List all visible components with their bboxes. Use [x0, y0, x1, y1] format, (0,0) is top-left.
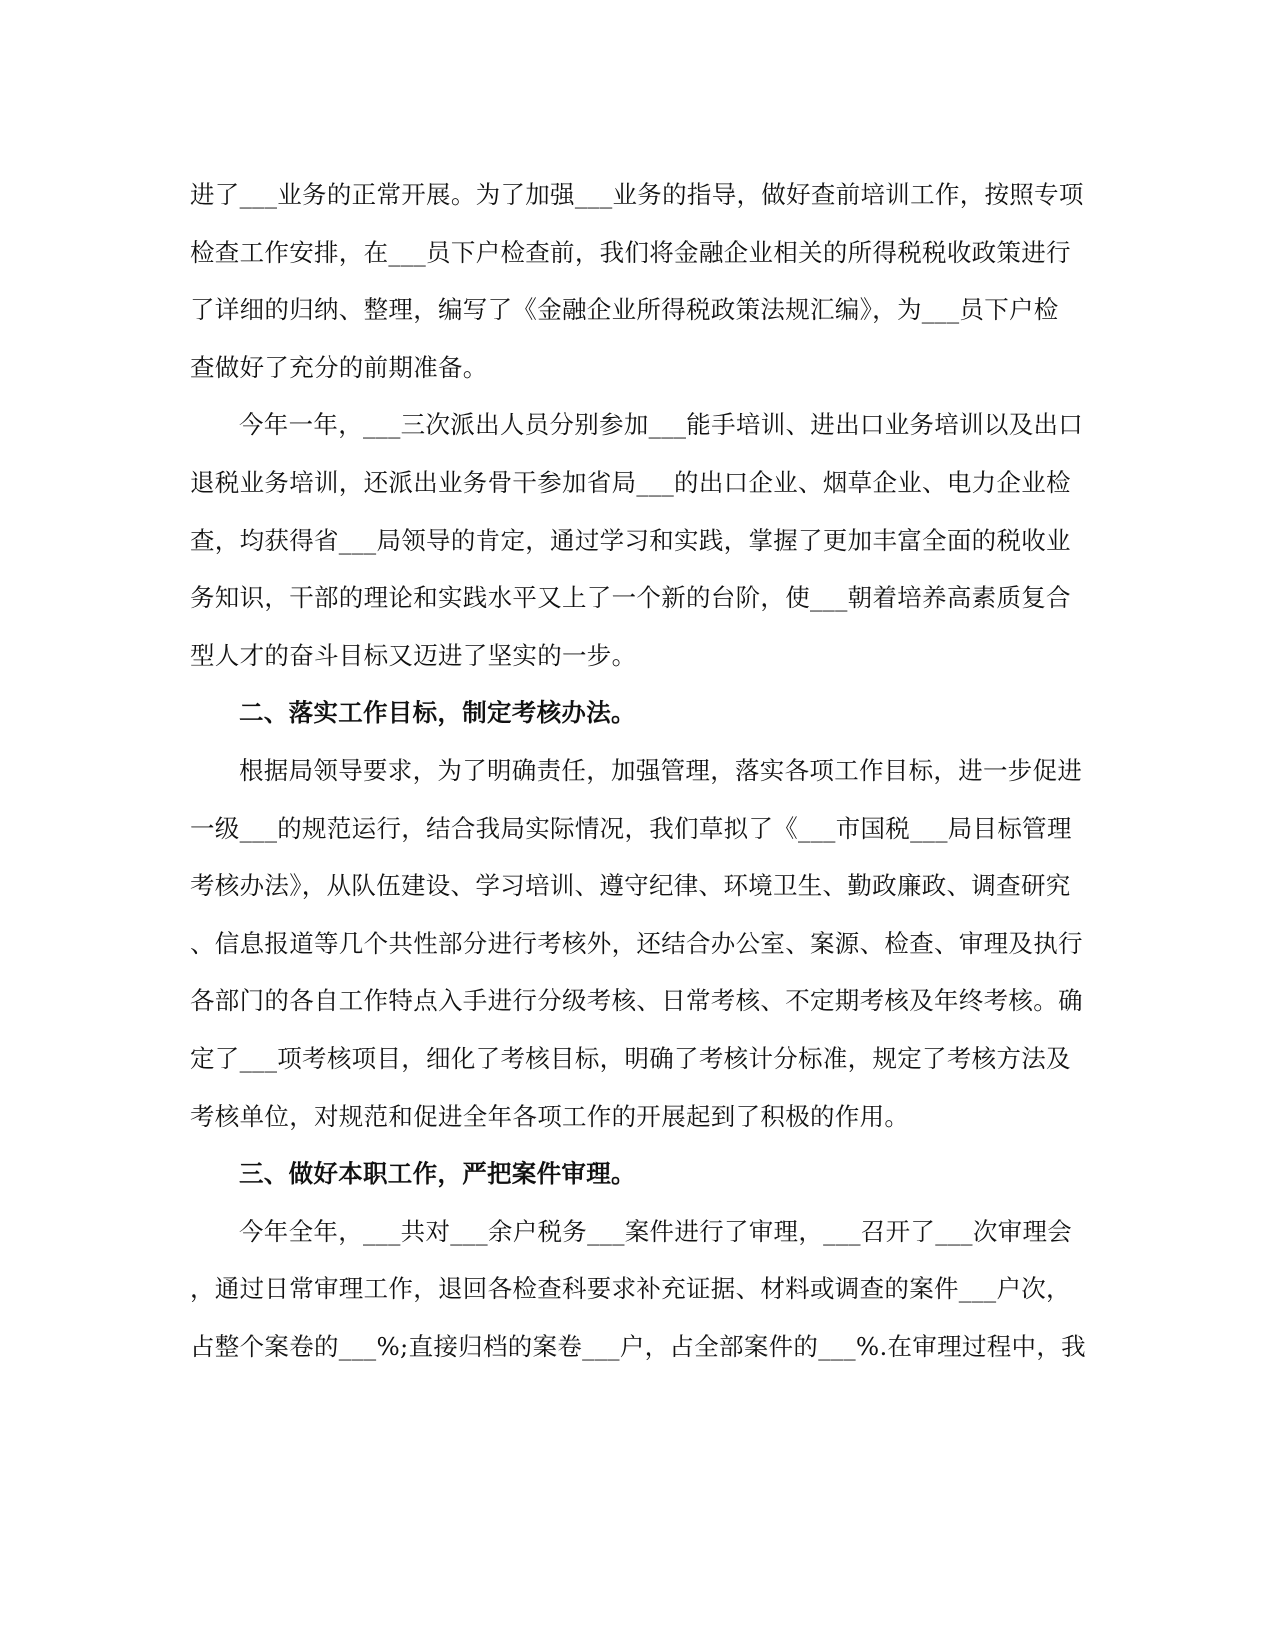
text-line: 定了___项考核项目，细化了考核目标，明确了考核计分标准，规定了考核方法及	[190, 1043, 1071, 1073]
text-line: 考核办法》，从队伍建设、学习培训、遵守纪律、环境卫生、勤政廉政、调查研究	[190, 871, 1071, 901]
document-body	[190, 166, 1088, 1375]
text-line: 型人才的奋斗目标又迈进了坚实的一步。	[190, 640, 637, 670]
text-line: ，通过日常审理工作，退回各检查科要求补充证据、材料或调查的案件___户次，	[190, 1274, 1071, 1304]
text-line: 各部门的各自工作特点入手进行分级考核、日常考核、不定期考核及年终考核。确	[190, 986, 1083, 1016]
text-line: 一级___的规范运行，结合我局实际情况，我们草拟了《___市国税___局目标管理	[190, 813, 1072, 843]
text-line: 今年一年，___三次派出人员分别参加___能手培训、进出口业务培训以及出口	[239, 410, 1084, 440]
text-line: 占整个案卷的___%;直接归档的案卷___户，占全部案件的___%.在审理过程中，我	[190, 1331, 1086, 1361]
text-line: 今年全年，___共对___余户税务___案件进行了审理，___召开了___次审理会	[239, 1216, 1073, 1246]
section-heading-2	[190, 684, 1088, 742]
text-line: 根据局领导要求，为了明确责任，加强管理，落实各项工作目标，进一步促进	[239, 755, 1083, 785]
text-line: 考核单位，对规范和促进全年各项工作的开展起到了积极的作用。	[190, 1101, 910, 1131]
paragraph-annual-training	[190, 396, 1088, 684]
text-line: 退税业务培训，还派出业务骨干参加省局___的出口企业、烟草企业、电力企业检	[190, 467, 1071, 497]
text-line: 查做好了充分的前期准备。	[190, 352, 488, 382]
text-line: 了详细的归纳、整理，编写了《金融企业所得税政策法规汇编》，为___员下户检	[190, 295, 1059, 325]
paragraph-assessment-method	[190, 742, 1088, 1145]
text-line: 检查工作安排，在___员下户检查前，我们将金融企业相关的所得税税收政策进行	[190, 237, 1071, 267]
heading-line: 三、做好本职工作，严把案件审理。	[239, 1159, 636, 1189]
text-line: 、信息报道等几个共性部分进行考核外，还结合办公室、案源、检查、审理及执行	[190, 928, 1083, 958]
text-line: 务知识，干部的理论和实践水平又上了一个新的台阶，使___朝着培养高素质复合	[190, 583, 1071, 613]
paragraph-training-guidance	[190, 166, 1088, 396]
section-heading-3	[190, 1145, 1088, 1203]
text-line: 进了___业务的正常开展。为了加强___业务的指导，做好查前培训工作，按照专项	[190, 180, 1084, 209]
text-line: 查，均获得省___局领导的肯定，通过学习和实践，掌握了更加丰富全面的税收业	[190, 525, 1071, 555]
heading-line: 二、落实工作目标，制定考核办法。	[239, 698, 636, 728]
paragraph-case-review	[190, 1203, 1088, 1376]
